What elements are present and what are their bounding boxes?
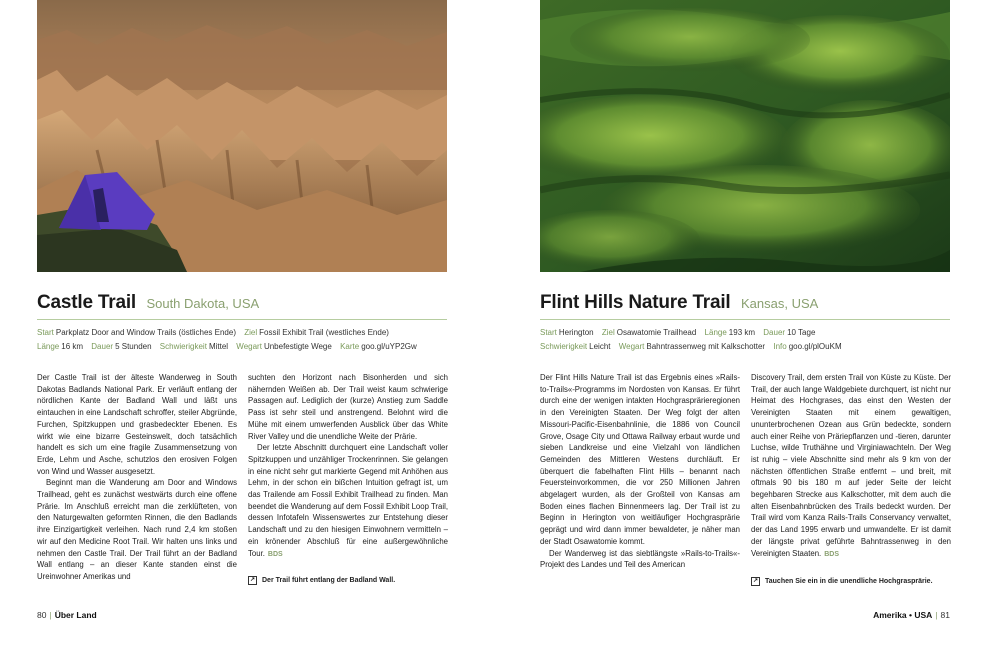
left-folio: 80 | Über Land — [37, 610, 97, 620]
left-body-column-2 — [248, 372, 448, 560]
left-title-rule — [37, 319, 447, 320]
left-fact-ziel: Ziel Fossil Exhibit Trail (westliches Ende) — [244, 328, 389, 337]
left-photo-caption — [248, 576, 395, 585]
arrow-up-icon: ↗ — [752, 578, 759, 584]
right-paragraph: Discovery Trail, dem ersten Trail von Küste zu Küste. Der Trail, der auch lange Waldgebiete durchquert, ist nicht nur Heimat des Hochgrases, das einst den Westen der Vereinigten Staaten mit einem gewaltigen, ununterbrochenen Ozean aus Grün bedeckte, sondern auch einer Reihe von Präriepflanzen und -tieren, darunter Luchse, wilde Truthähne und Virginiawachteln. Der Weg ist ruhig – viele Abschnitte sind mehr als 9 km von der nächsten öffentlichen Straße entfernt – und breit, mit oftmals 90 bis 180 m auf jeder Seite der leicht begehbaren Strecke aus Kalkschotter, mit dem auch die alten Eisenbahnbrücken des Trails bedeckt wurden. Der Trail wird vom Kanza Rails-Trails Conservancy verwaltet, der das Land 1995 erwarb und umwandelte. Er ist damit der längste privat geführte Bahntrassenweg in den Vereinigten Staaten. BDS — [751, 373, 951, 558]
right-author-signature: BDS — [824, 550, 840, 558]
left-trail-title: Castle Trail — [37, 292, 136, 313]
left-page-number: 80 — [37, 610, 47, 620]
left-paragraph: Beginnt man die Wanderung am Door and Windows Trailhead, geht es zunächst westwärts durch eine offene Prärie. Im Anschluß erreicht man die zerklüfteten, von den Naturgewalten geformten Rinnen, die den Badlands ihre Einzigartigkeit verleihen. Nach rund 2,4 km stoßen wir auf den Medicine Root Trail. Wir halten uns links und nehmen den Castle Trail. Der Trail führt an der Badland Wall entlang – an dieser Kante standen einst die Ureinwohner Amerikas und — [37, 478, 237, 581]
right-trail-title: Flint Hills Nature Trail — [540, 292, 731, 313]
left-fact-wegart: Wegart Unbefestigte Wege — [236, 341, 332, 351]
left-fact-karte: Karte goo.gl/uYP2Gw — [340, 341, 417, 351]
right-paragraph: Der Wanderweg ist das siebtlängste »Rails-to-Trails«-Projekt des Landes und Teil des American — [540, 548, 740, 570]
left-body-column-1 — [37, 372, 237, 583]
right-body-column-1 — [540, 372, 740, 571]
left-title-row — [37, 292, 259, 314]
left-section-name: Über Land — [54, 610, 97, 620]
left-caption-text: Der Trail führt entlang der Badland Wall. — [262, 577, 396, 584]
right-body-column-2 — [751, 372, 951, 560]
flint-hills-photo — [540, 0, 950, 272]
right-facts — [540, 326, 950, 353]
arrow-up-icon: ↗ — [249, 577, 256, 583]
right-page-number: 81 — [940, 610, 950, 620]
right-fact-info: Info goo.gl/plOuKM — [773, 341, 842, 351]
left-fact-start: Start Parkplatz Door and Window Trails (östliches Ende) — [37, 328, 236, 337]
right-folio: Amerika • USA | 81 — [873, 610, 950, 620]
left-fact-laenge: Länge 16 km — [37, 341, 84, 351]
right-photo-caption — [751, 577, 933, 586]
right-fact-wegart: Wegart Bahntrassenweg mit Kalkschotter — [618, 341, 766, 351]
right-caption-text: Tauchen Sie ein in die unendliche Hochgrasprärie. — [765, 578, 933, 585]
right-fact-laenge: Länge 193 km — [704, 328, 756, 337]
right-fact-start: Start Herington — [540, 328, 594, 337]
left-trail-region: South Dakota, USA — [146, 296, 260, 311]
right-trail-region: Kansas, USA — [740, 296, 819, 311]
left-author-signature: BDS — [267, 550, 283, 558]
left-facts — [37, 326, 447, 353]
left-paragraph: Der letzte Abschnitt durchquert eine Landschaft voller Spitzkuppen und unzähliger Trockenrinnen. Sie gelangen in eine nicht sehr gut markierte Gegend mit Anhöhen aus Lehm, in der schon ein bißchen Intuition gefragt ist, um das Trailende am Fossil Exhibit Trailhead zu finden. Man beendet die Wanderung auf dem Fossil Exhibit Loop Trail, dessen Infotafeln Wissenswertes zur Entstehung dieser Landschaft und zu den hiesigen Einwohnern vermitteln – ein krönender Abschluß für eine außergewöhnliche Tour. BDS — [248, 443, 448, 558]
right-fact-dauer: Dauer 10 Tage — [763, 328, 816, 337]
left-paragraph: suchten den Horizont nach Bisonherden und sich nähernden Weißen ab. Der Trail weist kaum schwierige Passagen auf. Lediglich der (kurze) Anstieg zum Saddle Pass ist sehr steil und anstrengend. Belohnt wird die Mühe mit einem umwerfenden Ausblick über das White River Valley und die unendliche Weite der Prärie. — [248, 373, 448, 441]
right-fact-ziel: Ziel Osawatomie Trailhead — [601, 328, 697, 337]
right-title-rule — [540, 319, 950, 320]
right-title-row — [540, 292, 818, 314]
right-paragraph: Der Flint Hills Nature Trail ist das Ergebnis eines »Rails-to-Trails«-Programms im Nordosten von Kansas. Er führt durch eine der wenigen intakten Hochgrasprärieregionen in den Vereinigten Staaten. Der Weg folgt der alten Missouri-Pacific-Eisenbahnlinie, die 1886 von Council Grove, Osage City und Ottawa Railway erbaut wurde und sieben Landkreise und eine Vielzahl von ländlichen Gemeinden des Mittleren Westens durchläuft. Er überquert die fabelhaften Flint Hills – benannt nach Feuersteinvorkommen, die vor 250 Millionen Jahren abgelagert wurden, als der Großteil von Kansas am Boden eines flachen Binnenmeers lag. Der Trail ist zu Beginn in Herington von weitläufiger Hochgrasprärie geprägt und wird dann immer bewaldeter, je näher man der Stadt Osawatomie kommt. — [540, 373, 740, 546]
left-paragraph: Der Castle Trail ist der älteste Wanderweg in South Dakotas Badlands National Park. Er verläuft entlang der nördlichen Kante der Badland Wall und läßt uns eintauchen in eine Landschaft schroffer, steiler Abgründe, Furchen, Spitzkuppen und grasbedeckter Ebenen. Es wirkt wie eine bizarre Gesteinswelt, doch tatsächlich handelt es sich um eine fragile Zusammensetzung von Erde, Lehm und Asche, schutzlos den erosiven Folgen von Wind und Wasser ausgesetzt. — [37, 373, 237, 476]
left-fact-dauer: Dauer 5 Stunden — [91, 341, 152, 351]
right-section-name: Amerika • USA — [873, 610, 933, 620]
right-fact-schwierigkeit: Schwierigkeit Leicht — [540, 341, 611, 351]
badlands-photo — [37, 0, 447, 272]
left-fact-schwierigkeit: Schwierigkeit Mittel — [159, 341, 229, 351]
